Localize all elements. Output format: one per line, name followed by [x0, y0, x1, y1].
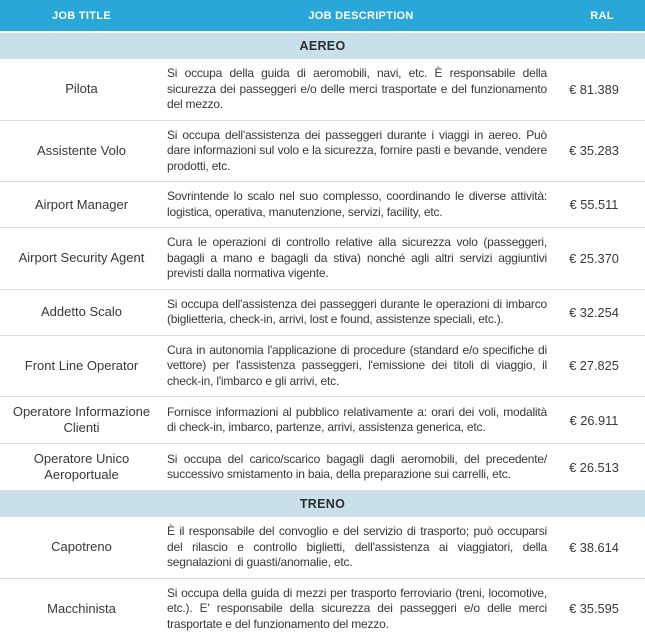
ral-cell: € 26.513: [559, 444, 645, 491]
job-description-cell: Sovrintende lo scalo nel suo complesso, coordinando le diverse attività: logistica, operativa, manutenzione, servizi, facility, etc.: [163, 182, 559, 228]
job-title-cell: Airport Manager: [0, 182, 163, 228]
table-row: [0, 578, 645, 637]
ral-cell: € 32.254: [559, 289, 645, 335]
job-description-cell: Si occupa del carico/scarico bagagli dagli aeromobili, del precedente/ successivo smistamento in baia, della preparazione sui carrelli, etc.: [163, 444, 559, 491]
column-header-job-title: JOB TITLE: [0, 0, 163, 32]
table-header: [0, 0, 645, 32]
job-title-cell: Operatore Informazione Clienti: [0, 397, 163, 444]
table-row: [0, 444, 645, 491]
job-title-cell: Macchinista: [0, 578, 163, 637]
job-title-cell: Front Line Operator: [0, 335, 163, 397]
job-title-cell: Assistente Volo: [0, 120, 163, 182]
job-description-cell: Cura in autonomia l'applicazione di procedure (standard e/o specifiche di vettore) per l'assistenza passeggeri, l'emissione dei titoli di viaggio, il check-in, l'imbarco e gli arrivi, etc.: [163, 335, 559, 397]
table-header-row: [0, 0, 645, 32]
job-description-cell: Fornisce informazioni al pubblico relativamente a: orari dei voli, modalità di check-in, imbarco, partenze, arrivi, assistenza generica, etc.: [163, 397, 559, 444]
ral-cell: € 27.825: [559, 335, 645, 397]
job-title-cell: Airport Security Agent: [0, 228, 163, 290]
section-title: TRENO: [0, 491, 645, 518]
job-description-cell: Cura le operazioni di controllo relative alla sicurezza volo (passeggeri, bagagli a mano e bagagli da stiva) nonché agli altri servizi aggiuntivi previsti dalla normativa vigente.: [163, 228, 559, 290]
job-description-cell: Si occupa dell'assistenza dei passeggeri durante le operazioni di imbarco (biglietteria, check-in, arrivi, lost e found, assistenze speciali, etc.).: [163, 289, 559, 335]
table-row: [0, 289, 645, 335]
job-title-cell: Operatore Unico Aeroportuale: [0, 444, 163, 491]
job-description-cell: Si occupa dell'assistenza dei passeggeri durante i viaggi in aereo. Può dare informazioni sul volo e la sicurezza, fornire pasti e bevande, vendere prodotti, etc.: [163, 120, 559, 182]
table-row: [0, 120, 645, 182]
column-header-ral: RAL: [559, 0, 645, 32]
table-row: [0, 182, 645, 228]
table-row: [0, 228, 645, 290]
job-title-cell: Addetto Scalo: [0, 289, 163, 335]
ral-cell: € 38.614: [559, 517, 645, 578]
section-header-row: [0, 32, 645, 59]
ral-cell: € 35.283: [559, 120, 645, 182]
table-row: [0, 335, 645, 397]
ral-cell: € 26.911: [559, 397, 645, 444]
ral-cell: € 55.511: [559, 182, 645, 228]
table-row: [0, 59, 645, 120]
table-row: [0, 517, 645, 578]
ral-cell: € 25.370: [559, 228, 645, 290]
job-title-cell: Pilota: [0, 59, 163, 120]
job-description-cell: Si occupa della guida di aeromobili, navi, etc. È responsabile della sicurezza dei passeggeri e/o delle merci trasportate e del funzionamento del mezzo.: [163, 59, 559, 120]
table-row: [0, 397, 645, 444]
job-description-cell: Si occupa della guida di mezzi per trasporto ferroviario (treni, locomotive, etc.). E' responsabile della sicurezza dei passeggeri e/o delle merci trasportate e del funzionamento del mezzo.: [163, 578, 559, 637]
section-header-row: [0, 491, 645, 518]
ral-cell: € 81.389: [559, 59, 645, 120]
job-description-cell: È il responsabile del convoglio e del servizio di trasporto; può occuparsi del rilascio e controllo biglietti, dell'assistenza ai viaggiatori, della segnalazioni di guasti/anomalie, etc.: [163, 517, 559, 578]
ral-cell: € 35.595: [559, 578, 645, 637]
column-header-job-description: JOB DESCRIPTION: [163, 0, 559, 32]
job-title-cell: Capotreno: [0, 517, 163, 578]
table-body: [0, 32, 645, 637]
section-title: AEREO: [0, 32, 645, 59]
